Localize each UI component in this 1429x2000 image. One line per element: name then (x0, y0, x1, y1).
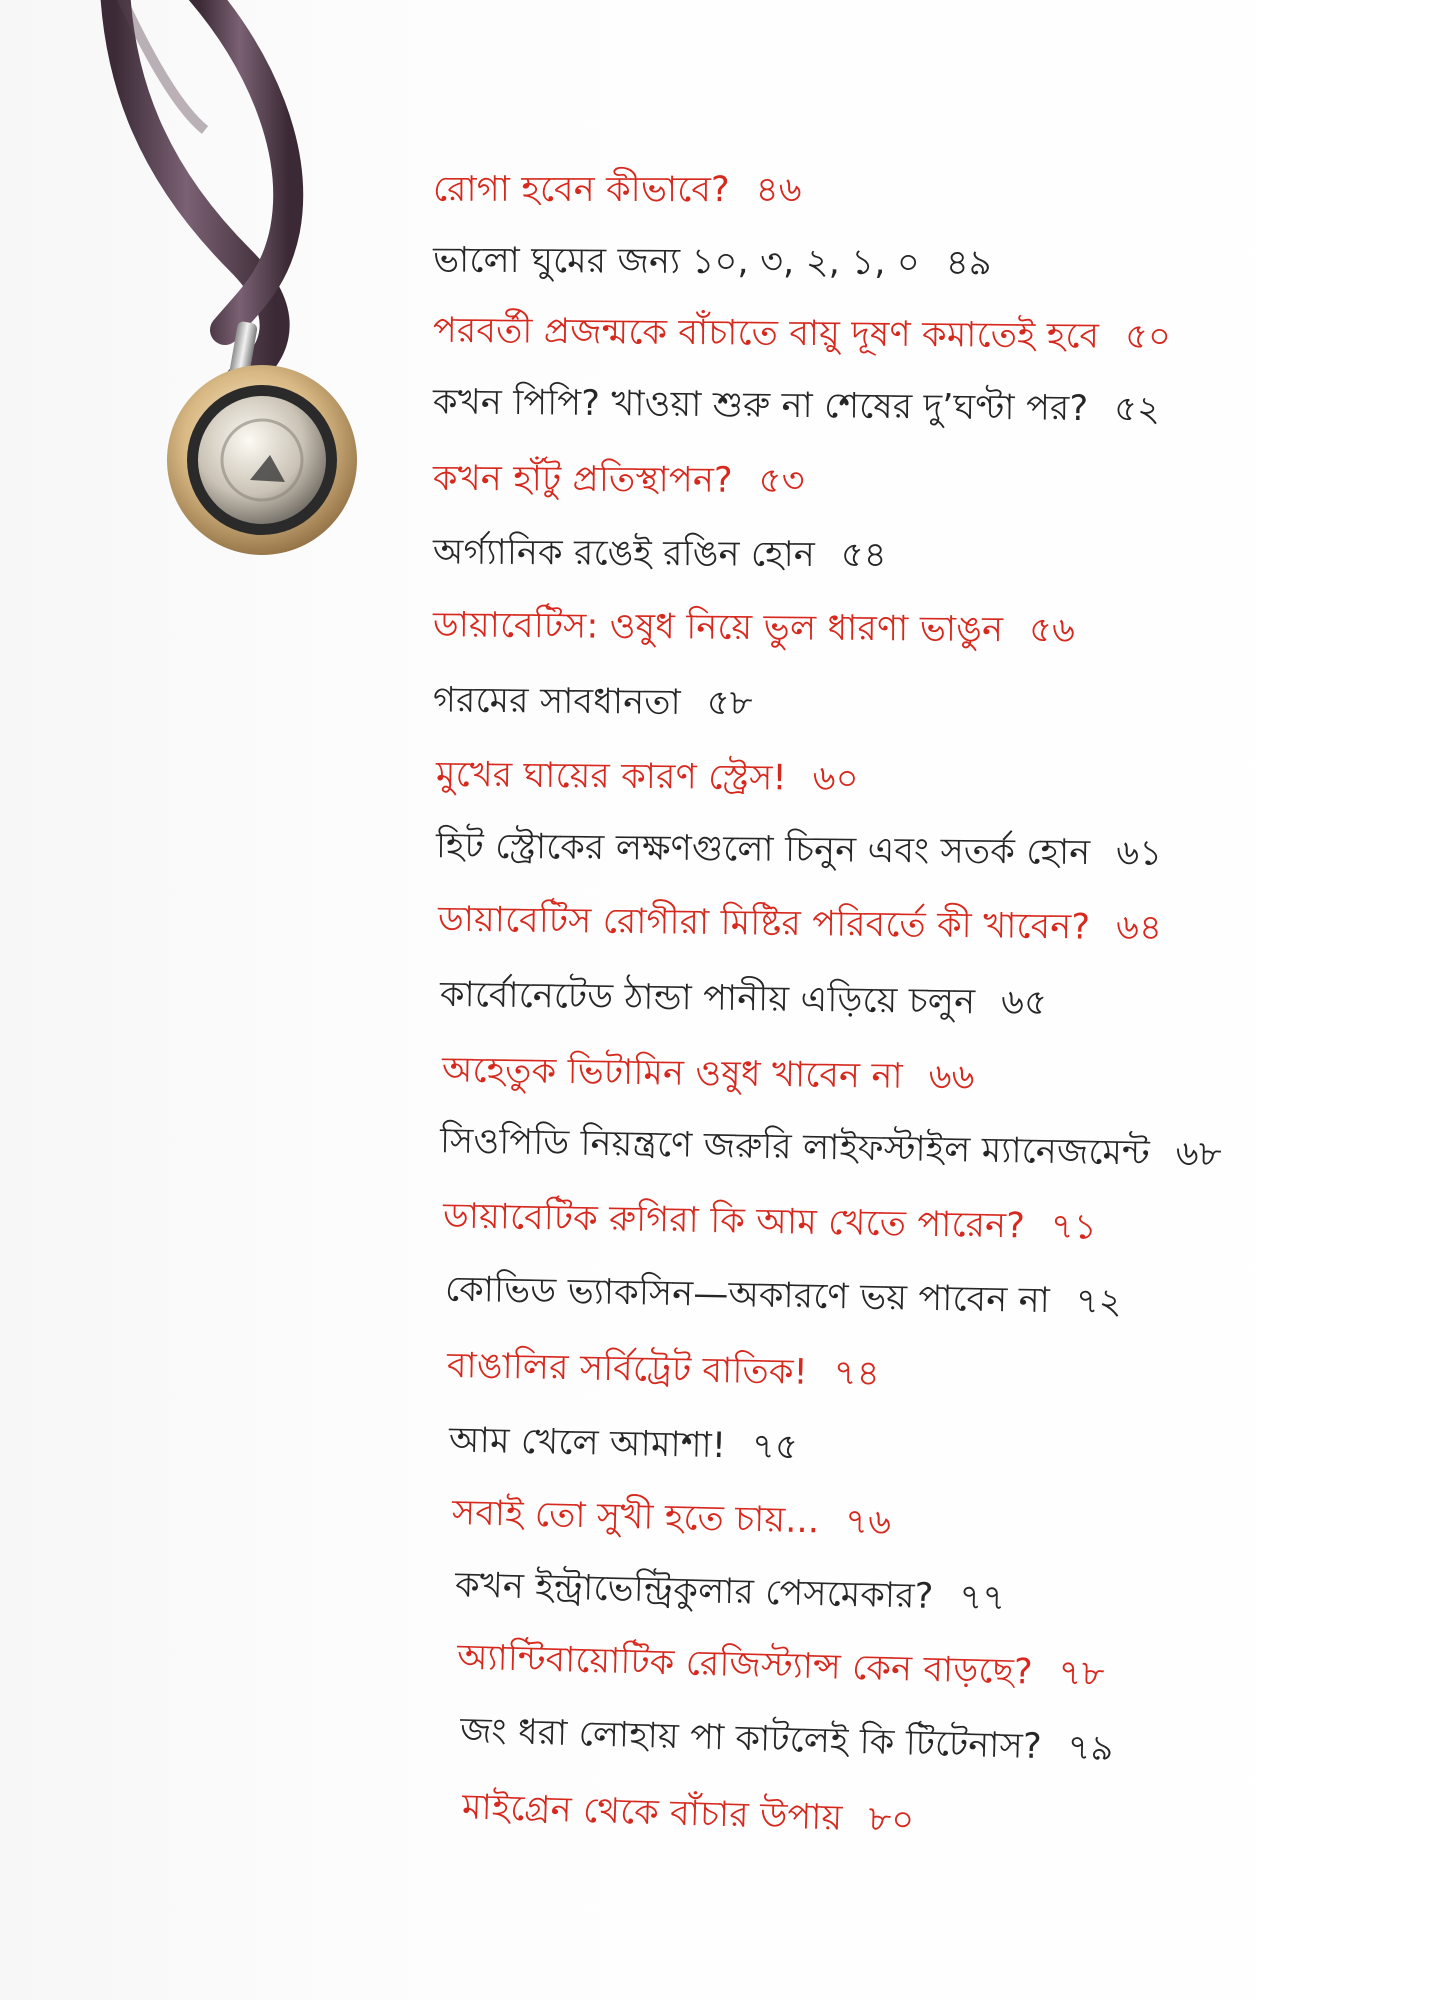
toc-entry[interactable] (433, 237, 992, 288)
toc-entry-title: ডায়াবেটিক রুগিরা কি আম খেতে পারেন? (442, 1196, 1026, 1247)
toc-entry-page: ৭৫ (751, 1426, 799, 1468)
toc-entry-title: আম খেলে আমাশা! (448, 1420, 727, 1467)
toc-entry-page: ৬৫ (1000, 982, 1048, 1024)
toc-entry[interactable] (433, 601, 1075, 655)
toc-entry[interactable] (433, 676, 753, 727)
toc-entry-page: ৮০ (867, 1799, 915, 1841)
toc-entry-page: ৪৯ (945, 243, 992, 284)
toc-entry[interactable] (436, 751, 859, 803)
toc-entry[interactable] (443, 1192, 1098, 1251)
toc-entry-title: কার্বোনেটেড ঠান্ডা পানীয় এড়িয়ে চলুন (439, 974, 976, 1023)
toc-entry-page: ৬৬ (928, 1057, 975, 1098)
toc-entry[interactable] (438, 896, 1163, 953)
toc-entry-page: ৫০ (1125, 316, 1172, 358)
toc-entry[interactable] (436, 822, 1163, 878)
toc-entry[interactable] (449, 1416, 799, 1471)
toc-entry-title: মাইগ্রেন থেকে বাঁচার উপায় (461, 1787, 843, 1839)
toc-entry-page: ৪৬ (755, 170, 802, 211)
toc-entry[interactable] (433, 378, 1161, 434)
toc-entry-title: অ্যান্টিবায়োটিক রেজিস্ট্যান্স কেন বাড়ছে? (456, 1637, 1034, 1693)
toc-entry[interactable] (456, 1634, 1105, 1699)
toc-entry-title: গরমের সাবধানতা (432, 680, 682, 723)
toc-entry[interactable] (442, 1046, 975, 1101)
toc-entry-title: কোভিড ভ্যাকসিন—অকারণে ভয় পাবেন না (444, 1269, 1051, 1322)
toc-entry-title: রোগা হবেন কীভাবে? (432, 169, 730, 211)
toc-entry-page: ৭১ (1050, 1206, 1098, 1248)
toc-entry-page: ৬৮ (1175, 1134, 1223, 1175)
toc-entry-title: মুখের ঘায়ের কারণ স্ট্রেস! (435, 754, 787, 799)
toc-entry-page: ৭৭ (958, 1577, 1006, 1619)
toc-entry-page: ৭৯ (1067, 1727, 1115, 1770)
toc-entry-title: ডায়াবেটিস: ওষুধ নিয়ে ভুল ধারণা ভাঙুন (432, 605, 1004, 651)
toc-entry-title: ভালো ঘুমের জন্য ১০, ৩, ২, ১, ০ (432, 240, 920, 284)
toc-entry-page: ৭৪ (833, 1353, 881, 1395)
toc-entry-page: ৫৮ (706, 683, 753, 724)
toc-entry-page: ৭৮ (1058, 1653, 1106, 1695)
toc-entry[interactable] (454, 1561, 1005, 1622)
toc-entry-title: সিওপিডি নিয়ন্ত্রণে জরুরি লাইফস্টাইল ম্যানেজমেন্ট (439, 1121, 1151, 1174)
toc-entry[interactable] (433, 166, 802, 215)
toc-entry-page: ৬৪ (1115, 907, 1163, 949)
toc-entry[interactable] (445, 1266, 1123, 1327)
toc-entry[interactable] (440, 971, 1048, 1027)
toc-entry-page: ৬১ (1116, 833, 1163, 874)
toc-entry[interactable] (459, 1707, 1114, 1773)
toc-entry-page: ৫৬ (1029, 610, 1076, 651)
toc-entry[interactable] (447, 1342, 881, 1398)
toc-entry-title: কখন হাঁটু প্রতিস্থাপন? (432, 458, 733, 501)
toc-entry-page: ৫২ (1114, 389, 1161, 430)
toc-entry[interactable] (433, 307, 1171, 361)
toc-entry-page: ৭৬ (844, 1501, 892, 1543)
toc-entry-page: ৫৪ (840, 535, 887, 576)
toc-entry-title: বাঙালির সর্বিট্রেট বাতিক! (446, 1345, 809, 1393)
toc-entry-title: পরবর্তী প্রজন্মকে বাঁচাতে বায়ু দূষণ কমাতেই হবে (432, 310, 1100, 357)
toc-entry-title: অহেতুক ভিটামিন ওষুধ খাবেন না (441, 1050, 904, 1097)
toc-entry[interactable] (433, 528, 887, 579)
toc-entry[interactable] (461, 1783, 915, 1844)
toc-entry[interactable] (440, 1117, 1222, 1179)
toc-entry-title: ডায়াবেটিস রোগীরা মিষ্টির পরিবর্তে কী খাবেন? (437, 899, 1091, 948)
toc-entry-page: ৬০ (812, 758, 859, 800)
toc-entry[interactable] (452, 1489, 892, 1547)
toc-entry-title: সবাই তো সুখী হতে চায়... (451, 1493, 820, 1542)
toc-entry-title: কখন ইন্ট্রাভেন্ট্রিকুলার পেসমেকার? (454, 1565, 934, 1617)
toc-entry-page: ৫৩ (758, 460, 805, 502)
toc-entry-page: ৭২ (1075, 1281, 1123, 1323)
toc-entry-title: হিট স্ট্রোকের লক্ষণগুলো চিনুন এবং সতর্ক হোন (435, 826, 1091, 874)
toc-entry-title: অর্গ্যানিক রঙেই রঙিন হোন (432, 532, 816, 576)
toc-entry[interactable] (433, 455, 805, 506)
toc-entry-title: জং ধরা লোহায় পা কাটলেই কি টিটেনাস? (459, 1710, 1043, 1768)
toc-entry-title: কখন পিপি? খাওয়া শুরু না শেষের দু’ঘণ্টা পর? (432, 382, 1089, 430)
